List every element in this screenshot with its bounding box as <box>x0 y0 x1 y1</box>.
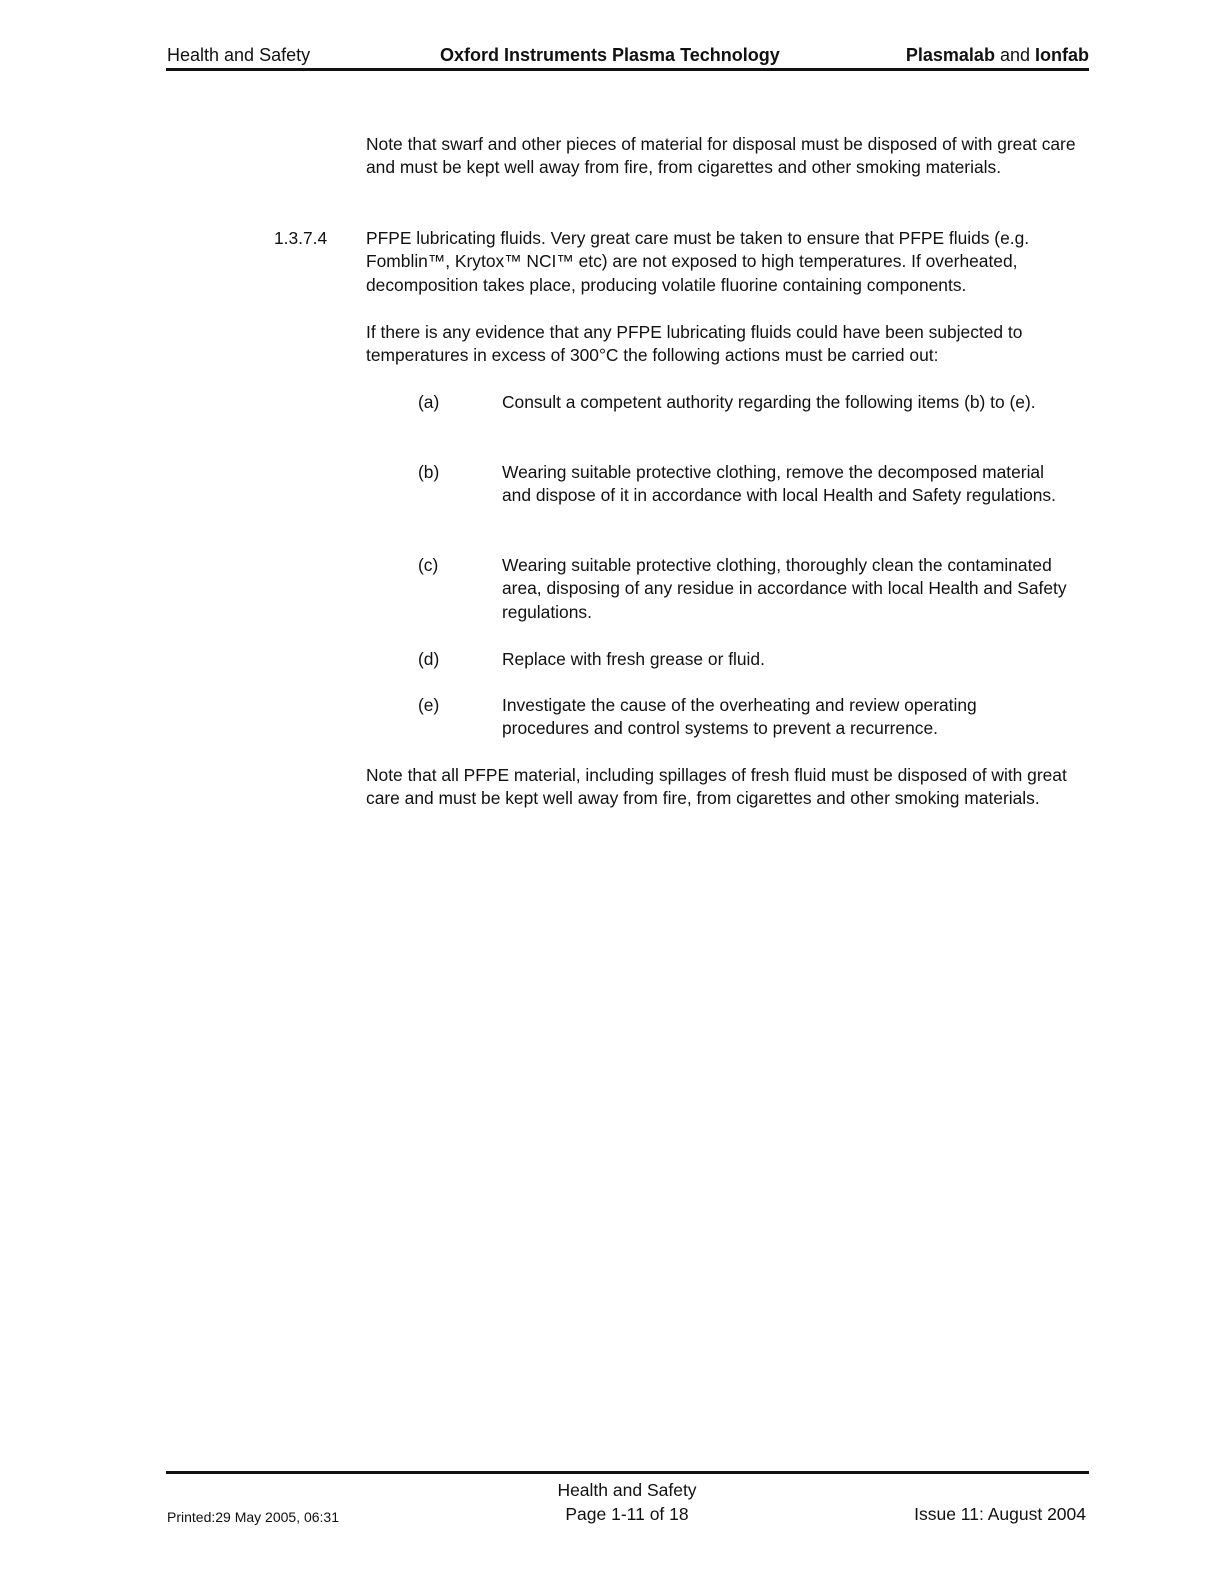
list-item-text: Wearing suitable protective clothing, thoroughly clean the contaminated area, disposing of any residue in accordance with local Health and Safety regulations. <box>502 555 1067 622</box>
list-item-text: Replace with fresh grease or fluid. <box>502 649 765 669</box>
footer-printed: Printed:29 May 2005, 06:31 <box>167 1509 340 1525</box>
list-item-text: Wearing suitable protective clothing, remove the decomposed material and dispose of it in accordance with local Health and Safety regulations. <box>502 462 1056 506</box>
section-paragraph: PFPE lubricating fluids. Very great care must be taken to ensure that PFPE fluids (e.g. Fomblin™, Krytox™ NCI™ etc) are not exposed to high temperatures. If overheated, decomposition takes place, producing volatile fluorine containing components. <box>366 228 1030 295</box>
list-item-text: Investigate the cause of the overheating and review operating procedures and control systems to prevent a recurrence. <box>502 695 977 739</box>
list-item-label: (c) <box>418 555 439 575</box>
paragraph-pfpe-note: Note that all PFPE material, including spillages of fresh fluid must be disposed of with great care and must be kept well away from fire, from cigarettes and other smoking materials. <box>366 765 1067 809</box>
list-item-label: (b) <box>418 462 440 482</box>
section-number: 1.3.7.4 <box>274 228 328 248</box>
header-section-title: Health and Safety <box>167 45 311 65</box>
header-product-and: and <box>994 45 1035 65</box>
header-rule <box>166 68 1089 71</box>
footer-issue: Issue 11: August 2004 <box>914 1504 1086 1524</box>
list-item-label: (d) <box>418 649 440 669</box>
list-item-label: (a) <box>418 392 440 412</box>
header-product <box>906 44 1089 66</box>
footer-page-number: Page 1-11 of 18 <box>565 1504 689 1524</box>
footer-title: Health and Safety <box>557 1480 697 1500</box>
paragraph-evidence: If there is any evidence that any PFPE lubricating fluids could have been subjected to temperatures in excess of 300°C the following actions must be carried out: <box>366 322 1023 366</box>
header-product-ionfab: Ionfab <box>1035 45 1089 65</box>
header-company: Oxford Instruments Plasma Technology <box>440 45 780 65</box>
footer-rule <box>166 1471 1089 1474</box>
list-item-label: (e) <box>418 695 440 715</box>
list-item-text: Consult a competent authority regarding the following items (b) to (e). <box>502 392 1036 412</box>
header-product-plasmalab: Plasmalab <box>905 45 995 65</box>
paragraph-swarf-note: Note that swarf and other pieces of material for disposal must be disposed of with great care and must be kept well away from fire, from cigarettes and other smoking materials. <box>366 134 1076 178</box>
